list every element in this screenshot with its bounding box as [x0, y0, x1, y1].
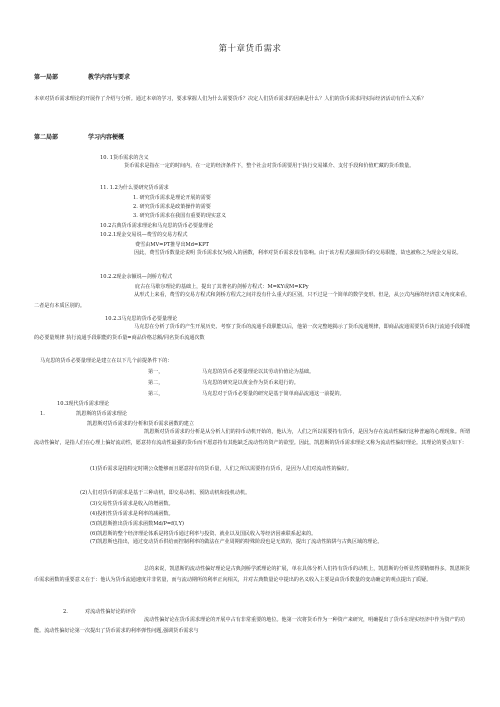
paragraph-comparison: 从形式上来看，费雪的交易方程式和剑桥方程式之间并没有什么重大的区别，只不过是一个简单的数学变形。但是，从公式内涵的经济意义角度来看，二者是有本质区别的。	[34, 292, 471, 309]
list-item: (6)凯恩斯的整个经济理论体系是将货币通过利率与投资、就业以及国民收入等经济因素联系起来的。	[90, 531, 317, 537]
list-item: 1. 研究货币需求是理论开展的需要	[133, 195, 211, 201]
section-name: 学习内容梗概	[88, 134, 125, 141]
section-heading-2	[34, 132, 125, 141]
heading-10-3: 10.3现代货币需求理论	[57, 401, 110, 407]
list-item: (2)人们对货币的需求是基于三种动机，即交易动机、预防动机和投机动机。	[80, 490, 251, 496]
heading-10-2-3: 10.2.3马克思的货币必要量理论	[105, 316, 178, 322]
list-item: (1)货币需求是指特定时期公众能够而且愿意持有的货币量，人们之所以需要持有货币，是因为人们对流动性的偏好。	[90, 466, 352, 472]
equation-line: 费雪由MV=PT推导出Md=KPT	[135, 242, 209, 248]
list-item: (3)交易性货币需求是收入的增函数。	[90, 501, 174, 507]
list-item: 第一， 马克思的货币必要量理论以其劳动价值论为基础。	[148, 369, 315, 375]
paragraph-fisher: 因此，费雪货币数量论说明 货币需求仅为收入的函数，利率对货币需求没有影响。由于该方程式强调货币的交易职能，故也被称之为现金交易说。	[134, 250, 462, 256]
heading-10-2-2: 10.2.2现金余额说—剑桥方程式	[100, 274, 173, 280]
list-item: 第三， 马克思对于货币必要量的研究是基于简单商品流通这一前提的。	[148, 391, 345, 397]
paragraph-keynes: 凯恩斯对货币需求的分析是从分析人们的持币动机开始的，他认为，人们之所以需要持有货币，是因为存在流动性偏好这种普遍的心理现象。所谓流动性偏好，是指人们在心理上偏好流动性，愿意持有流动性最强的货币而不愿意持有其他缺乏流动性的资产的欲望。因此，凯恩斯的货币需求理论又称为流动性偏好理论。其理论的要点如下：	[34, 429, 471, 446]
section-label: 第二局部	[34, 134, 59, 141]
page-title: 第十章货币需求	[218, 44, 282, 54]
heading-10-1: 10. 1货币需求的含义	[100, 155, 149, 161]
paragraph-keynes-summary: 总的来说，凯恩斯的流动性偏好理论是古典剑桥学派理论的扩展，单在具体分析人们持有货币的动机上，凯恩斯的分析显然要精细得多。凯恩斯货币需求函数的重要意义在于：他认为货币流通速度并非常量，而与流动期所的利率正向相关，并对古典数量论中提出的名义收入主要是由货币数量的变动确定的观点提出了质疑。	[34, 566, 471, 583]
heading-evaluation: 2. 对流动性偏好论的评价	[63, 609, 136, 615]
list-item: 2. 研究货币需求是政策操作的需要	[133, 204, 211, 210]
paragraph-marx: 马克思在分析了货币的产生开展历史、考察了货币的流通手段职能以后，他第一次完整地揭示了货币流通规律，即商品流通需要货币执行流通手段职能的必要量规律 执行流通手段职能的货币量=商品价格总额/同名货币流通次数	[34, 324, 471, 341]
section-label: 第一局部	[34, 74, 59, 81]
list-item: (5)凯恩斯推出货币需求函数Md/P=f(I,Y)	[90, 521, 184, 527]
list-item: (4)投机性货币需求是利率的减函数。	[90, 511, 174, 517]
paragraph-premises: 马克思的货币必要量理论是建立在以下几个前提条件下的：	[40, 358, 173, 364]
section-heading-1	[34, 72, 131, 81]
heading-11: 11. 1.2为什么要研究货币需求	[100, 185, 169, 191]
paragraph-evaluation: 流动性偏好论在货币需求理论的开展中占有非常重要的地位。他第一次将货币作为一种资产来研究，明确提出了货币在现实经济中作为资产的功能。流动性偏好论第一次提出了货币需求的利率弹性问题,强调货币需求与	[34, 617, 465, 634]
paragraph-pigou: 庇古在马歇尔理论的基础上，提出了其著名的剑桥方程式：M=KY或M=KPy	[135, 284, 309, 290]
intro-paragraph: 本章对货币需求理论的开展作了介绍与分析。通过本章的学习，要求掌握人们为什么需要货币？决定人们货币需求的因素是什么？人们的货币需求同实际经济活动有什么关系？	[34, 96, 427, 102]
paragraph-definition: 货币需求是指在一定的时间内，在一定的经济条件下，整个社会对货币需要用于执行交易媒介、支付手段和价值贮藏的货币数量。	[124, 163, 415, 169]
heading-keynes-analysis: 凯恩斯对货币需求的分析和货币需求函数的建立	[87, 421, 194, 427]
list-item: 3. 研究货币需求在我国有重要的现实意义	[133, 213, 227, 219]
heading-10-2-1: 10.2.1现金交易说—费雪的交易方程式	[100, 232, 188, 238]
list-item: (7)凯恩斯也指出，通过变动货币供给而控制利率的做法在产业周期的特殊阶段也是无效的，提出了流动性陷阱与古典区域的理论。	[90, 539, 383, 545]
list-item: 第二， 马克思的研究是以黄金作为货币来进行的。	[148, 380, 299, 386]
heading-10-2: 10.2古典货币需求理论和马克思的货币必要量理论	[100, 223, 214, 229]
heading-keynes: 1. 凯恩斯的货币需求理论	[40, 411, 127, 417]
section-name: 教学内容与要求	[88, 74, 131, 81]
